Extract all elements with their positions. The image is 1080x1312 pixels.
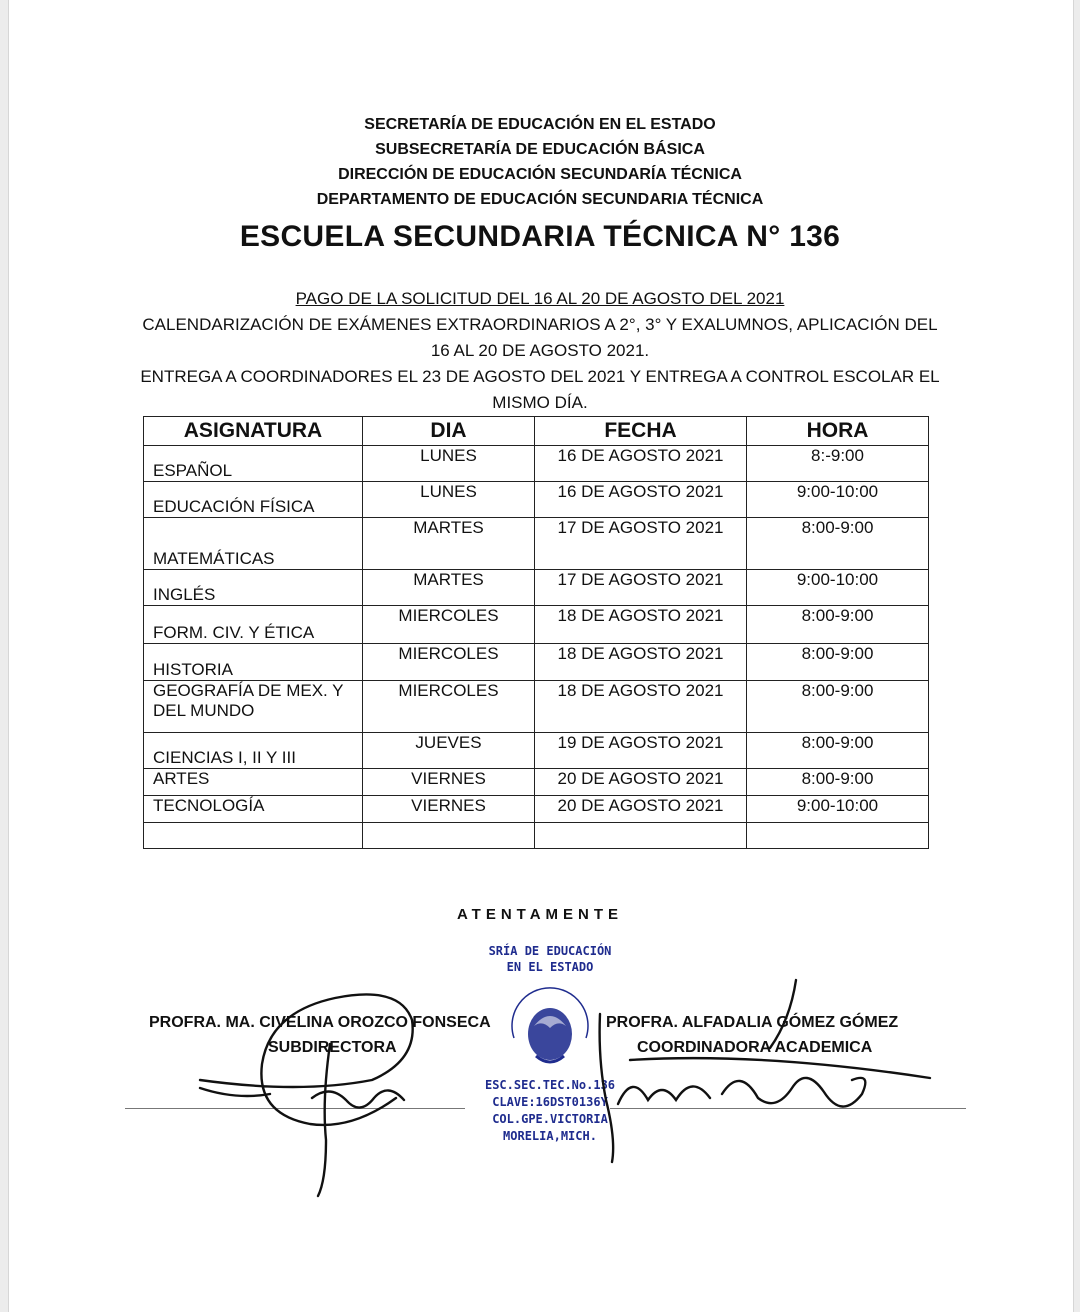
exam-schedule-table (143, 416, 929, 849)
cell-dia: VIERNES (363, 769, 535, 796)
cell-hora: 8:00-9:00 (747, 681, 929, 733)
signature-line-left (125, 1108, 465, 1109)
cell-hora: 8:00-9:00 (747, 606, 929, 644)
header-line-4: DEPARTAMENTO DE EDUCACIÓN SECUNDARIA TÉCNICA (316, 191, 764, 208)
cell-asignatura: CIENCIAS I, II Y III (144, 733, 363, 769)
signature-line-right (610, 1108, 966, 1109)
delivery-notice: ENTREGA A COORDINADORES EL 23 DE AGOSTO DEL 2021 Y ENTREGA A CONTROL ESCOLAR EL MISMO DÍA. (140, 367, 940, 412)
stamp-top-line-1: SRÍA DE EDUCACIÓN (488, 944, 612, 958)
cell-dia: JUEVES (363, 733, 535, 769)
cell-dia: MARTES (363, 570, 535, 606)
cell-fecha: 18 DE AGOSTO 2021 (535, 606, 747, 644)
table-row (144, 482, 929, 518)
cell-dia: LUNES (363, 482, 535, 518)
cell-asignatura: ESPAÑOL (144, 446, 363, 482)
cell-fecha: 16 DE AGOSTO 2021 (535, 482, 747, 518)
header-line-3: DIRECCIÓN DE EDUCACIÓN SECUNDARÍA TÉCNICA (338, 166, 742, 183)
right-signatory-role: COORDINADORA ACADEMICA (637, 1039, 873, 1056)
cell-asignatura: GEOGRAFÍA DE MEX. Y DEL MUNDO (144, 681, 363, 733)
column-header-asignatura: ASIGNATURA (144, 417, 363, 446)
left-signatory-name: PROFRA. MA. CIVELINA OROZCO FONSECA (149, 1014, 491, 1031)
cell-fecha (535, 823, 747, 849)
stamp-bottom-line-4: MORELIA,MICH. (503, 1129, 597, 1143)
left-signatory-role: SUBDIRECTORA (268, 1039, 397, 1056)
stamp-bottom-line-2: CLAVE:16DST0136Y (492, 1095, 608, 1109)
table-row (144, 518, 929, 570)
cell-asignatura: FORM. CIV. Y ÉTICA (144, 606, 363, 644)
header-line-2: SUBSECRETARÍA DE EDUCACIÓN BÁSICA (375, 141, 705, 158)
calendar-notice: CALENDARIZACIÓN DE EXÁMENES EXTRAORDINARIOS A 2°, 3° Y EXALUMNOS, APLICACIÓN DEL 16 AL 20 DE AGOSTO 2021. (142, 315, 938, 360)
cell-asignatura: ARTES (144, 769, 363, 796)
cell-asignatura: TECNOLOGÍA (144, 796, 363, 823)
cell-dia: MIERCOLES (363, 644, 535, 681)
cell-fecha: 17 DE AGOSTO 2021 (535, 518, 747, 570)
stamp-bottom-line-3: COL.GPE.VICTORIA (492, 1112, 608, 1126)
stamp-bottom-line-1: ESC.SEC.TEC.No.136 (484, 1078, 616, 1092)
table-row (144, 570, 929, 606)
table-row (144, 681, 929, 733)
cell-asignatura: MATEMÁTICAS (144, 518, 363, 570)
cell-dia: MIERCOLES (363, 606, 535, 644)
column-header-fecha: FECHA (535, 417, 747, 446)
cell-dia: VIERNES (363, 796, 535, 823)
cell-hora: 8:00-9:00 (747, 644, 929, 681)
table-row (144, 796, 929, 823)
cell-fecha: 18 DE AGOSTO 2021 (535, 644, 747, 681)
payment-notice: PAGO DE LA SOLICITUD DEL 16 AL 20 DE AGOSTO DEL 2021 (295, 289, 785, 308)
cell-hora: 8:00-9:00 (747, 769, 929, 796)
cell-hora: 8:00-9:00 (747, 733, 929, 769)
cell-hora (747, 823, 929, 849)
notice-block (140, 286, 940, 416)
cell-fecha: 19 DE AGOSTO 2021 (535, 733, 747, 769)
cell-hora: 9:00-10:00 (747, 570, 929, 606)
table-row (144, 606, 929, 644)
stamp-top-line-2: EN EL ESTADO (506, 960, 594, 974)
cell-fecha: 16 DE AGOSTO 2021 (535, 446, 747, 482)
school-title: ESCUELA SECUNDARIA TÉCNICA N° 136 (239, 220, 841, 253)
cell-hora: 8:00-9:00 (747, 518, 929, 570)
cell-fecha: 18 DE AGOSTO 2021 (535, 681, 747, 733)
table-row (144, 733, 929, 769)
cell-fecha: 17 DE AGOSTO 2021 (535, 570, 747, 606)
cell-dia (363, 823, 535, 849)
cell-dia: MIERCOLES (363, 681, 535, 733)
table-row (144, 644, 929, 681)
column-header-hora: HORA (747, 417, 929, 446)
table-row (144, 446, 929, 482)
table-row (144, 823, 929, 849)
right-signatory-name: PROFRA. ALFADALIA GÓMEZ GÓMEZ (606, 1014, 899, 1031)
closing-text: ATENTAMENTE (456, 906, 624, 923)
table-row (144, 769, 929, 796)
cell-asignatura: EDUCACIÓN FÍSICA (144, 482, 363, 518)
cell-hora: 8:-9:00 (747, 446, 929, 482)
cell-fecha: 20 DE AGOSTO 2021 (535, 796, 747, 823)
cell-dia: LUNES (363, 446, 535, 482)
cell-hora: 9:00-10:00 (747, 482, 929, 518)
cell-asignatura (144, 823, 363, 849)
cell-dia: MARTES (363, 518, 535, 570)
school-seal-stamp (470, 940, 630, 1160)
mexican-eagle-seal-icon (494, 976, 606, 1076)
table-header-row (144, 417, 929, 446)
cell-fecha: 20 DE AGOSTO 2021 (535, 769, 747, 796)
column-header-dia: DIA (363, 417, 535, 446)
cell-asignatura: INGLÉS (144, 570, 363, 606)
cell-asignatura: HISTORIA (144, 644, 363, 681)
cell-hora: 9:00-10:00 (747, 796, 929, 823)
header-line-1: SECRETARÍA DE EDUCACIÓN EN EL ESTADO (364, 116, 716, 133)
